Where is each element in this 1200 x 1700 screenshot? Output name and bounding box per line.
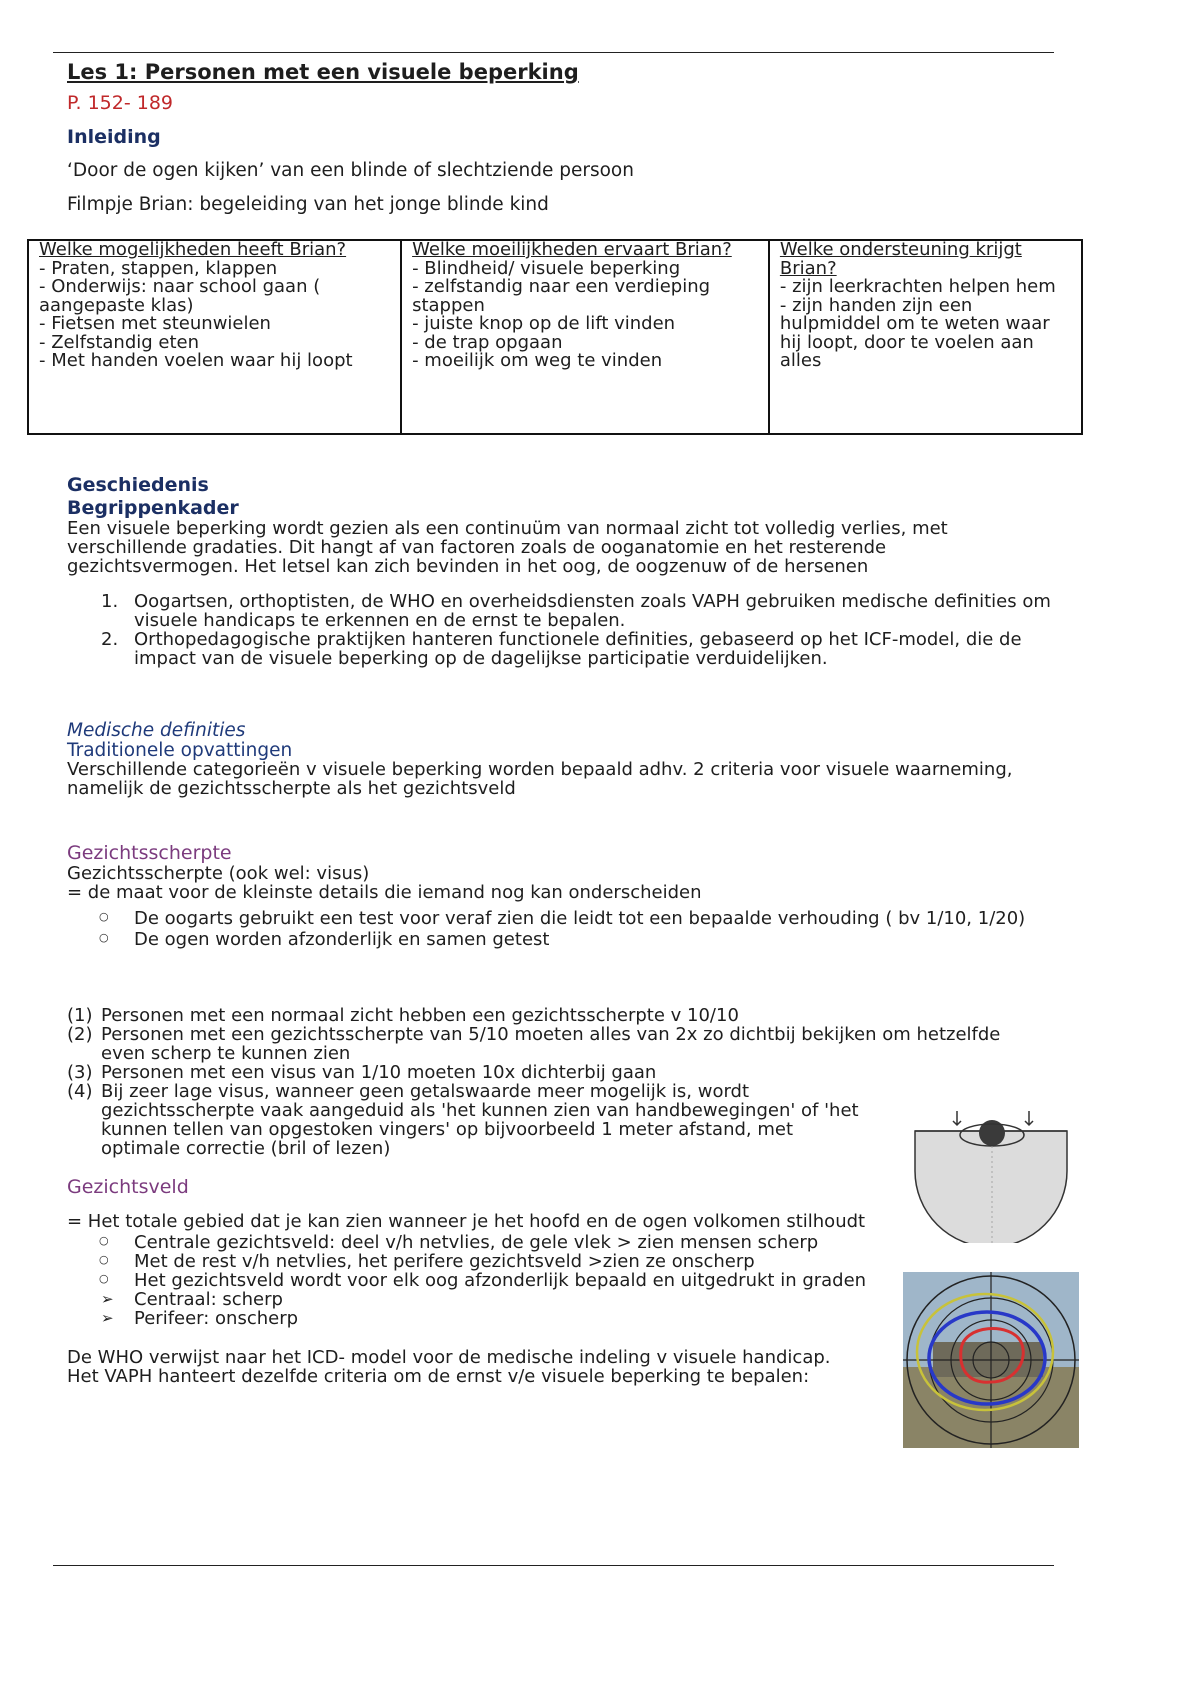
table-cell: - zelfstandig naar een verdieping stappen: [412, 276, 711, 316]
acuity-heading: Gezichtsscherpte: [67, 842, 232, 864]
concepts-paragraph: Een visuele beperking wordt gezien als een continuüm van normaal zicht tot volledig verlies, met verschillende gradaties. Dit hangt af van factoren zoals de ooganatomie en het resterende gezichtsvermogen. Het letsel kan zich bevinden in het oog, de oogzenuw of de hersenen: [67, 518, 948, 577]
field-heading: Gezichtsveld: [67, 1176, 189, 1198]
table-cell: - juiste knop op de lift vinden: [412, 313, 676, 334]
definitions-list: [67, 592, 1057, 668]
list-item: ○ De oogarts gebruikt een test voor veraf zien die leidt tot een bepaalde verhouding ( bv 1/10, 1/20): [99, 908, 1026, 929]
table-cell: - zijn handen zijn een hulpmiddel om te weten waar hij loopt, door te voelen aan alles: [779, 294, 1050, 371]
table-cell: - Met handen voelen waar hij loopt: [39, 350, 353, 371]
list-item: ○ De ogen worden afzonderlijk en samen getest: [99, 929, 550, 950]
acuity-line-1: Gezichtsscherpte (ook wel: visus): [67, 863, 370, 884]
table-cell: - Praten, stappen, klappen: [39, 257, 278, 279]
list-item: (4) Bij zeer lage visus, wanneer geen getalswaarde meer mogelijk is, wordt gezichtsscherpte vaak aangeduid als 'het kunnen zien van handbewegingen' of 'het kunnen tellen van opgestoken vingers' op bijvoorbeeld 1 meter afstand, met optimale correctie (bril of lezen): [67, 1081, 859, 1159]
list-item: (2) Personen met een gezichtsscherpte van 5/10 moeten alles van 2x zo dichtbij bekijken om hetzelfde even scherp te kunnen zien: [67, 1024, 1001, 1064]
acuity-line-2: = de maat voor de kleinste details die iemand nog kan onderscheiden: [67, 882, 702, 903]
list-item: ○ Centrale gezichtsveld: deel v/h netvlies, de gele vlek > zien mensen scherp: [99, 1232, 819, 1253]
list-item: ➢ Perifeer: onscherp: [101, 1308, 299, 1329]
table-cell: - Fietsen met steunwielen: [39, 313, 271, 334]
top-rule: [53, 52, 1054, 53]
table-header: Welke ondersteuning krijgt Brian?: [779, 239, 1022, 279]
bottom-rule: [53, 1565, 1054, 1566]
field-section: [67, 1176, 897, 1386]
header-block: [67, 60, 1067, 228]
list-item: (1) Personen met een normaal zicht hebben een gezichtsscherpte v 10/10: [67, 1005, 739, 1026]
medical-section: [67, 721, 1057, 798]
list-item: 1. Oogartsen, orthoptisten, de WHO en overheidsdiensten zoals VAPH gebruiken medische definities om visuele handicaps te erkennen en de ernst te bepalen.: [101, 591, 1051, 631]
list-item: (3) Personen met een visus van 1/10 moeten 10x dichterbij gaan: [67, 1062, 657, 1083]
table-col-possibilities: [28, 240, 401, 434]
table-header: Welke moeilijkheden ervaart Brian?: [412, 239, 732, 260]
table-cell: - moeilijk om weg te vinden: [412, 350, 663, 371]
brian-table: [27, 239, 1083, 435]
table-cell: - Zelfstandig eten: [39, 331, 200, 353]
list-item: 2. Orthopedagogische praktijken hanteren functionele definities, gebaseerd op het ICF-model, die de impact van de visuele beperking op de dagelijkse participatie verduidelijken.: [101, 629, 1022, 669]
intro-heading: Inleiding: [67, 126, 161, 148]
field-definition: = Het totale gebied dat je kan zien wanneer je het hoofd en de ogen volkomen stilhoudt: [67, 1211, 866, 1232]
concepts-heading: Begrippenkader: [67, 497, 239, 519]
visual-field-photo: [903, 1272, 1079, 1448]
list-item: ➢ Centraal: scherp: [101, 1289, 283, 1310]
history-section: [67, 474, 1057, 668]
table-header: Welke mogelijkheden heeft Brian?: [39, 239, 347, 260]
table-cell: - Blindheid/ visuele beperking: [412, 257, 681, 279]
history-heading: Geschiedenis: [67, 474, 209, 496]
medical-heading: Medische definities: [67, 720, 246, 741]
list-item: ○ Het gezichtsveld wordt voor elk oog afzonderlijk bepaald en uitgedrukt in graden: [99, 1270, 867, 1291]
page-title: Les 1: Personen met een visuele beperking: [67, 60, 579, 84]
table-cell: - Onderwijs: naar school gaan ( aangepaste klas): [39, 276, 321, 316]
field-bullets: [67, 1233, 897, 1328]
acuity-points: [67, 1006, 1027, 1158]
who-paragraph: De WHO verwijst naar het ICD- model voor de medische indeling v visuele handicap. Het VAPH hanteert dezelfde criteria om de ernst v/e visuele beperking te bepalen:: [67, 1347, 831, 1387]
table-cell: - de trap opgaan: [412, 331, 563, 353]
list-item: ○ Met de rest v/h netvlies, het perifere gezichtsveld >zien ze onscherp: [99, 1251, 755, 1272]
page-range: P. 152- 189: [67, 92, 174, 114]
table-cell: - zijn leerkrachten helpen hem: [779, 276, 1056, 297]
acuity-section: [67, 843, 1057, 949]
intro-line-1: ‘Door de ogen kijken’ van een blinde of slechtziende persoon: [67, 160, 634, 181]
visual-field-diagram: [905, 1103, 1080, 1243]
traditional-paragraph: Verschillende categorieën v visuele beperking worden bepaald adhv. 2 criteria voor visuele waarneming, namelijk de gezichtsscherpte als het gezichtsveld: [67, 759, 1013, 799]
table-col-difficulties: [401, 240, 769, 434]
table-col-support: [769, 240, 1082, 434]
traditional-heading: Traditionele opvattingen: [67, 740, 293, 761]
intro-line-2: Filmpje Brian: begeleiding van het jonge blinde kind: [67, 194, 549, 215]
acuity-bullets: [67, 909, 1057, 949]
